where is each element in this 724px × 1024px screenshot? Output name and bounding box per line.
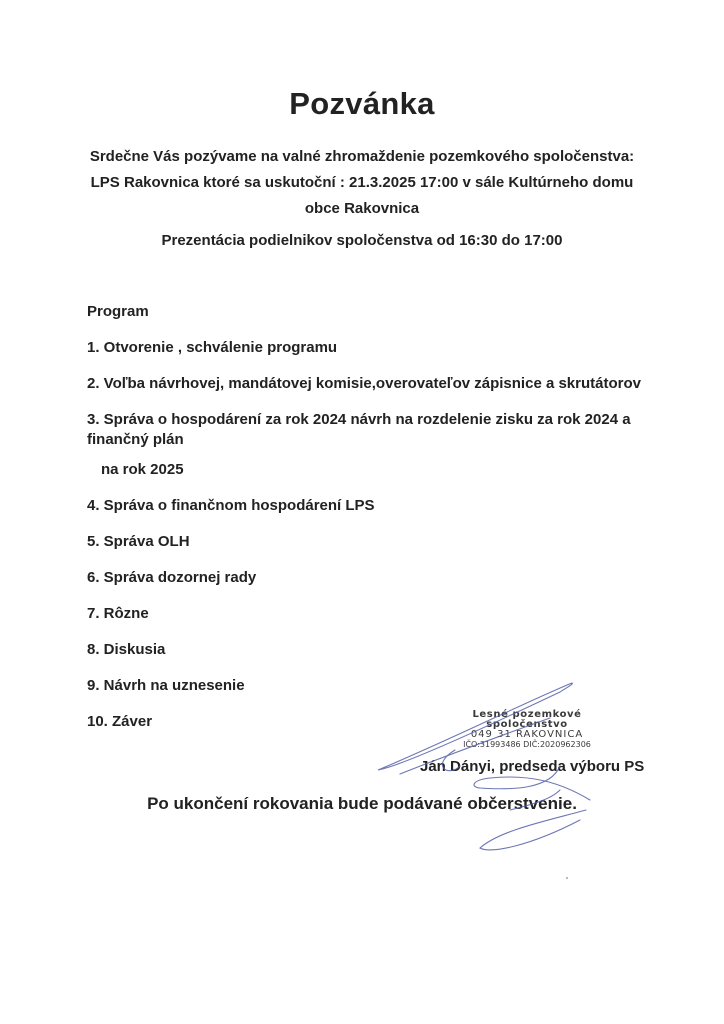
presentation-time: Prezentácia podielnikov spoločenstva od 16:30 do 17:00 xyxy=(161,232,563,249)
program-list xyxy=(87,302,647,748)
stamp-line: IČO:31993486 DIČ:2020962306 xyxy=(463,740,591,749)
stamp-line: 049 31 RAKOVNICA xyxy=(470,729,584,740)
program-item: 5. Správa OLH xyxy=(87,533,190,550)
program-item: 2. Voľba návrhovej, mandátovej komisie,overovateľov zápisnice a skrutátorov xyxy=(87,375,641,392)
intro-line: obce Rakovnica xyxy=(304,200,420,217)
scan-artifact xyxy=(566,877,568,879)
program-item: 7. Rôzne xyxy=(87,605,149,622)
organization-stamp xyxy=(452,710,602,750)
program-item: 1. Otvorenie , schválenie programu xyxy=(87,339,338,356)
program-item: 9. Návrh na uznesenie xyxy=(87,677,245,694)
intro-line: LPS Rakovnica ktoré sa uskutoční : 21.3.2025 17:00 v sále Kultúrneho domu xyxy=(90,174,634,191)
program-item: 6. Správa dozornej rady xyxy=(87,569,257,586)
program-item: 8. Diskusia xyxy=(87,641,166,658)
program-item: 4. Správa o finančnom hospodárení LPS xyxy=(87,497,375,514)
closing-note: Po ukončení rokovania bude podávané občerstvenie. xyxy=(147,794,577,813)
program-item: 3. Správa o hospodárení za rok 2024 návrh na rozdelenie zisku za rok 2024 a finančný plán xyxy=(87,411,631,448)
program-label: Program xyxy=(87,303,149,320)
program-item: 10. Záver xyxy=(87,713,153,730)
signatory-name: Ján Dányi, predseda výboru PS xyxy=(420,758,645,775)
program-item-continuation: na rok 2025 xyxy=(101,461,184,478)
intro-line: Srdečne Vás pozývame na valné zhromaždenie pozemkového spoločenstva: xyxy=(89,148,635,165)
document-title: Pozvánka xyxy=(289,86,435,121)
signature-stroke xyxy=(480,810,586,850)
stamp-line: Lesné pozemkové xyxy=(472,709,582,720)
stamp-line: spoločenstvo xyxy=(486,719,568,730)
invitation-intro xyxy=(80,144,644,222)
